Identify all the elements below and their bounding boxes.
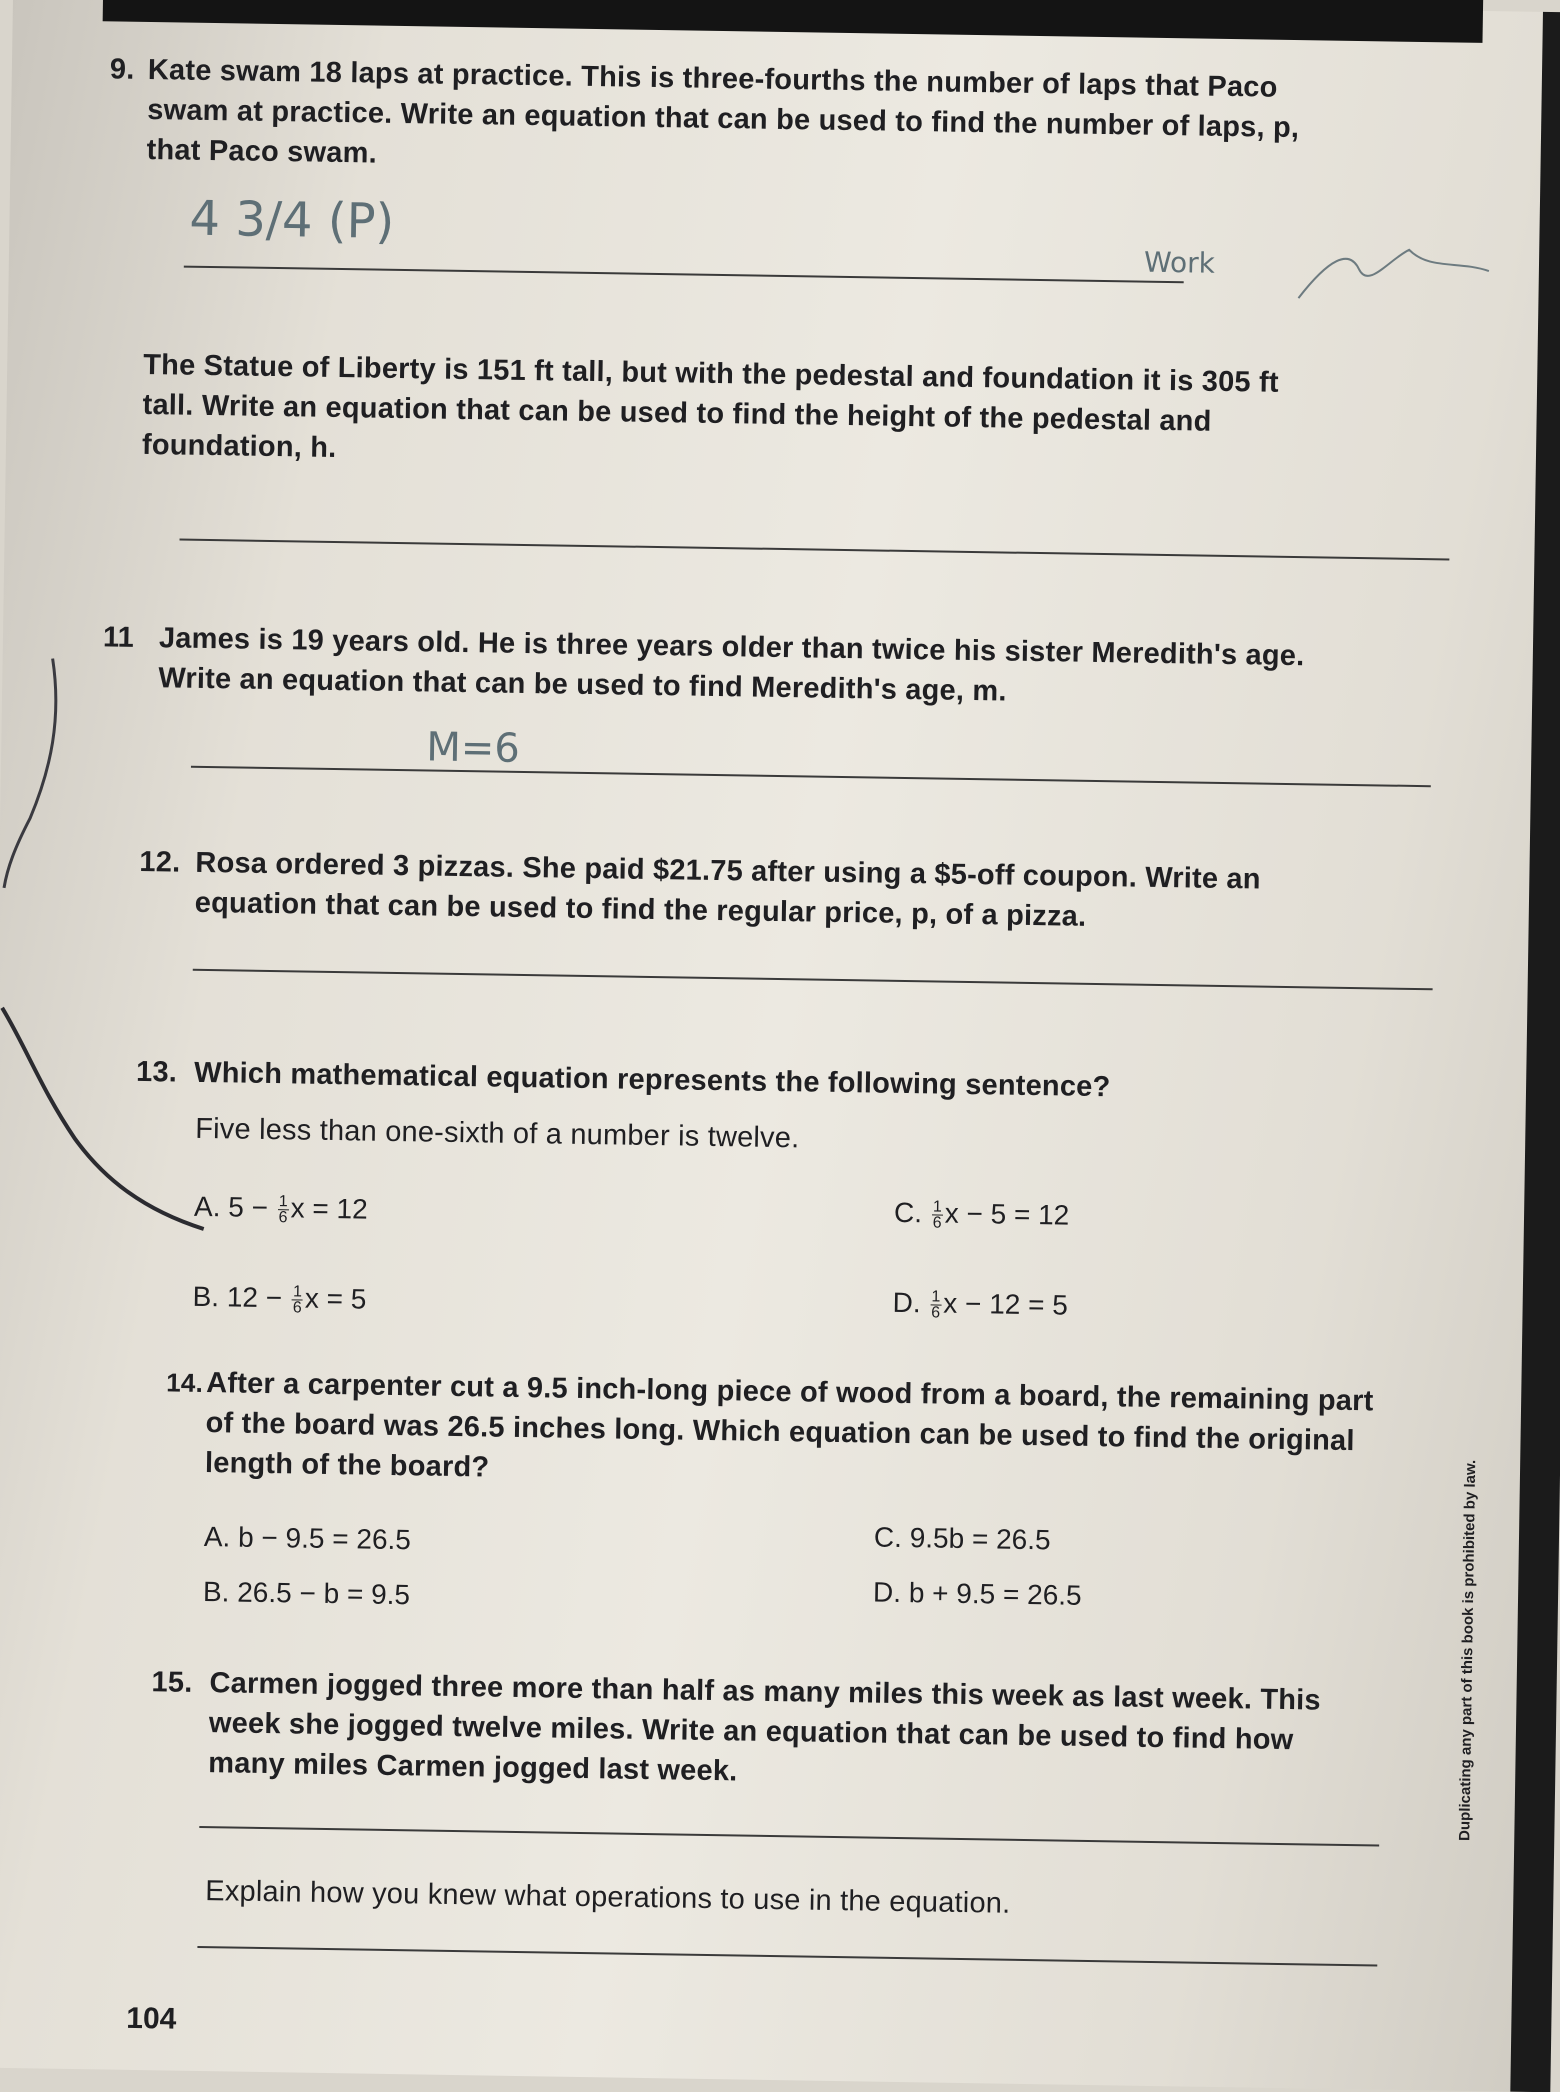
question-text: Carmen jogged three more than half as many miles this week as last week. This week she jogged twelve miles. Write an equation that can be used to find how many miles Carmen jogged last week. bbox=[208, 1663, 1321, 1800]
option-prefix: 5 − bbox=[228, 1191, 268, 1223]
handwritten-note-q9: Work bbox=[1144, 246, 1215, 280]
option-14-c[interactable]: C. 9.5b = 26.5 bbox=[874, 1522, 1051, 1557]
question-number: 13. bbox=[136, 1052, 178, 1093]
option-letter: C. bbox=[894, 1197, 922, 1228]
option-14-b[interactable]: B. 26.5 − b = 9.5 bbox=[203, 1576, 411, 1611]
question-text: Rosa ordered 3 pizzas. She paid $21.75 after using a $5-off coupon. Write an equation that can be used to find the regular price, p, of a pizza. bbox=[195, 843, 1262, 940]
question-text: After a carpenter cut a 9.5 inch-long piece of wood from a board, the remaining part of the board was 26.5 inches long. Which equation can be used to find the original length of the board? bbox=[205, 1363, 1374, 1501]
option-14-a[interactable]: A. b − 9.5 = 26.5 bbox=[204, 1521, 412, 1556]
option-suffix: x = 12 bbox=[290, 1192, 368, 1224]
option-prefix: 12 − bbox=[227, 1281, 283, 1313]
fraction: $\frac{1}{6}$ bbox=[292, 1285, 303, 1316]
fraction: $\frac{1}{6}$ bbox=[932, 1200, 943, 1231]
left-margin-curve bbox=[4, 658, 57, 889]
question-number: 14. bbox=[166, 1362, 203, 1403]
question-13-sentence: Five less than one-sixth of a number is twelve. bbox=[195, 1109, 800, 1158]
question-text: James is 19 years old. He is three years older than twice his sister Meredith's age. Write an equation that can be used to find Meredith's age, m. bbox=[158, 618, 1305, 716]
option-suffix: x = 5 bbox=[305, 1283, 367, 1315]
handwritten-answer-q9: 4 3/4 (P) bbox=[189, 191, 395, 250]
page-number: 104 bbox=[126, 2002, 177, 2037]
option-letter: D. bbox=[892, 1287, 920, 1318]
handwritten-answer-q11: M=6 bbox=[426, 724, 520, 771]
signature-scribble bbox=[1298, 248, 1489, 301]
option-letter: A. bbox=[194, 1191, 221, 1222]
option-letter: B. bbox=[192, 1281, 219, 1312]
left-margin-scribble bbox=[0, 1008, 207, 1229]
option-14-d[interactable]: D. b + 9.5 = 26.5 bbox=[873, 1577, 1082, 1612]
question-number: 12. bbox=[139, 842, 181, 883]
question-number: 15. bbox=[151, 1662, 193, 1703]
question-number: 9. bbox=[110, 49, 135, 89]
option-suffix: x − 12 = 5 bbox=[943, 1288, 1068, 1321]
fraction: $\frac{1}{6}$ bbox=[277, 1194, 288, 1225]
question-number: 11 bbox=[103, 617, 135, 657]
question-15-explain: Explain how you knew what operations to use in the equation. bbox=[205, 1871, 1011, 1924]
question-text: Which mathematical equation represents the following sentence? bbox=[194, 1053, 1111, 1107]
option-suffix: x − 5 = 12 bbox=[944, 1198, 1069, 1231]
question-text: Kate swam 18 laps at practice. This is three-fourths the number of laps that Paco swam at practice. Write an equation that can be used to find the number of laps, p, that Paco swam. bbox=[146, 50, 1300, 188]
fraction: $\frac{1}{6}$ bbox=[930, 1290, 941, 1321]
copyright-notice: Duplicating any part of this book is prohibited by law. bbox=[1456, 1460, 1479, 1841]
question-text: The Statue of Liberty is 151 ft tall, but with the pedestal and foundation it is 305 ft tall. Write an equation that can be used to find the height of the pedestal and foundation, h. bbox=[142, 345, 1279, 483]
